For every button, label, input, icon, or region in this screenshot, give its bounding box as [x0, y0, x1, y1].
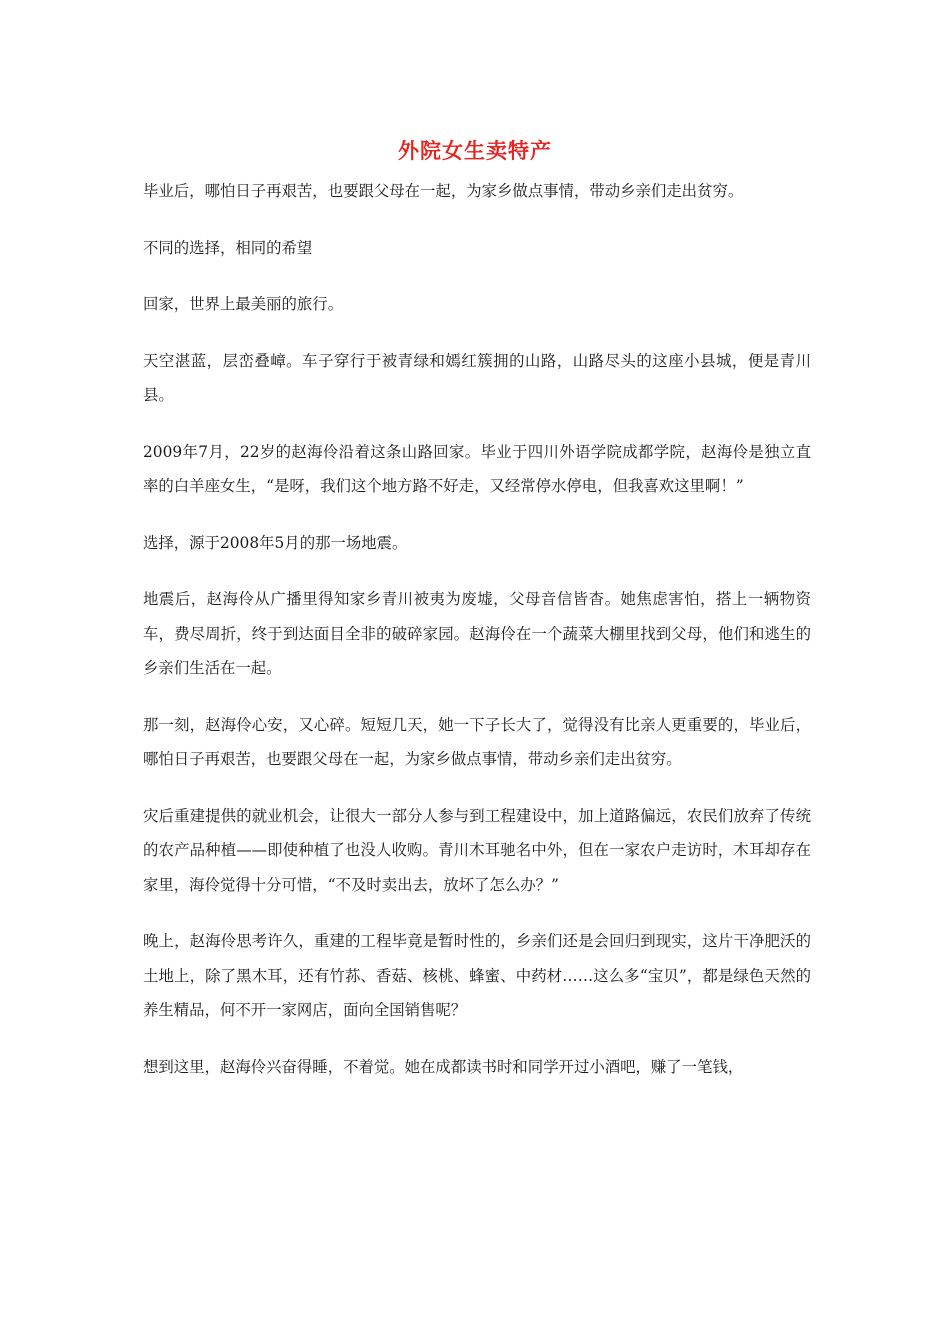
paragraph: 2009年7月，22岁的赵海伶沿着这条山路回家。毕业于四川外语学院成都学院，赵海伶是独立直率的白羊座女生，“是呀，我们这个地方路不好走，又经常停水停电，但我喜欢这里啊！”: [143, 442, 811, 495]
paragraph: 想到这里，赵海伶兴奋得睡，不着觉。她在成都读书时和同学开过小酒吧，赚了一笔钱，: [143, 1057, 744, 1076]
paragraph: 天空湛蓝，层峦叠嶂。车子穿行于被青绿和嫣红簇拥的山路，山路尽头的这座小县城，便是青川县。: [143, 351, 811, 404]
paragraph: 地震后，赵海伶从广播里得知家乡青川被夷为废墟，父母音信皆杳。她焦虑害怕，搭上一辆物资车，费尽周折，终于到达面目全非的破碎家园。赵海伶在一个蔬菜大棚里找到父母，他们和逃生的乡亲们生活在一起。: [143, 590, 811, 677]
paragraph: 晚上，赵海伶思考许久，重建的工程毕竟是暂时性的，乡亲们还是会回归到现实，这片干净肥沃的土地上，除了黑木耳，还有竹荪、香菇、核桃、蜂蜜、中药材……这么多“宝贝”，都是绿色天然的养生精品，何不开一家网店，面向全国销售呢？: [143, 932, 811, 1019]
document-title: 外院女生卖特产: [398, 139, 552, 164]
paragraph: 选择，源于2008年5月的那一场地震。: [143, 533, 408, 552]
paragraph: 那一刻，赵海伶心安，又心碎。短短几天，她一下子长大了，觉得没有比亲人更重要的，毕业后，哪怕日子再艰苦，也要跟父母在一起，为家乡做点事情，带动乡亲们走出贫穷。: [143, 715, 811, 768]
document-body: [143, 174, 811, 1106]
paragraph: 灾后重建提供的就业机会，让很大一部分人参与到工程建设中，加上道路偏远，农民们放弃了传统的农产品种植——即使种植了也没人收购。青川木耳驰名中外，但在一家农户走访时，木耳却存在家里，海伶觉得十分可惜，“不及时卖出去，放坏了怎么办？”: [143, 806, 811, 894]
paragraph: 毕业后，哪怕日子再艰苦，也要跟父母在一起，为家乡做点事情，带动乡亲们走出贫穷。: [143, 182, 744, 200]
paragraph: 回家，世界上最美丽的旅行。: [143, 295, 344, 313]
paragraph: 不同的选择，相同的希望: [143, 238, 313, 257]
